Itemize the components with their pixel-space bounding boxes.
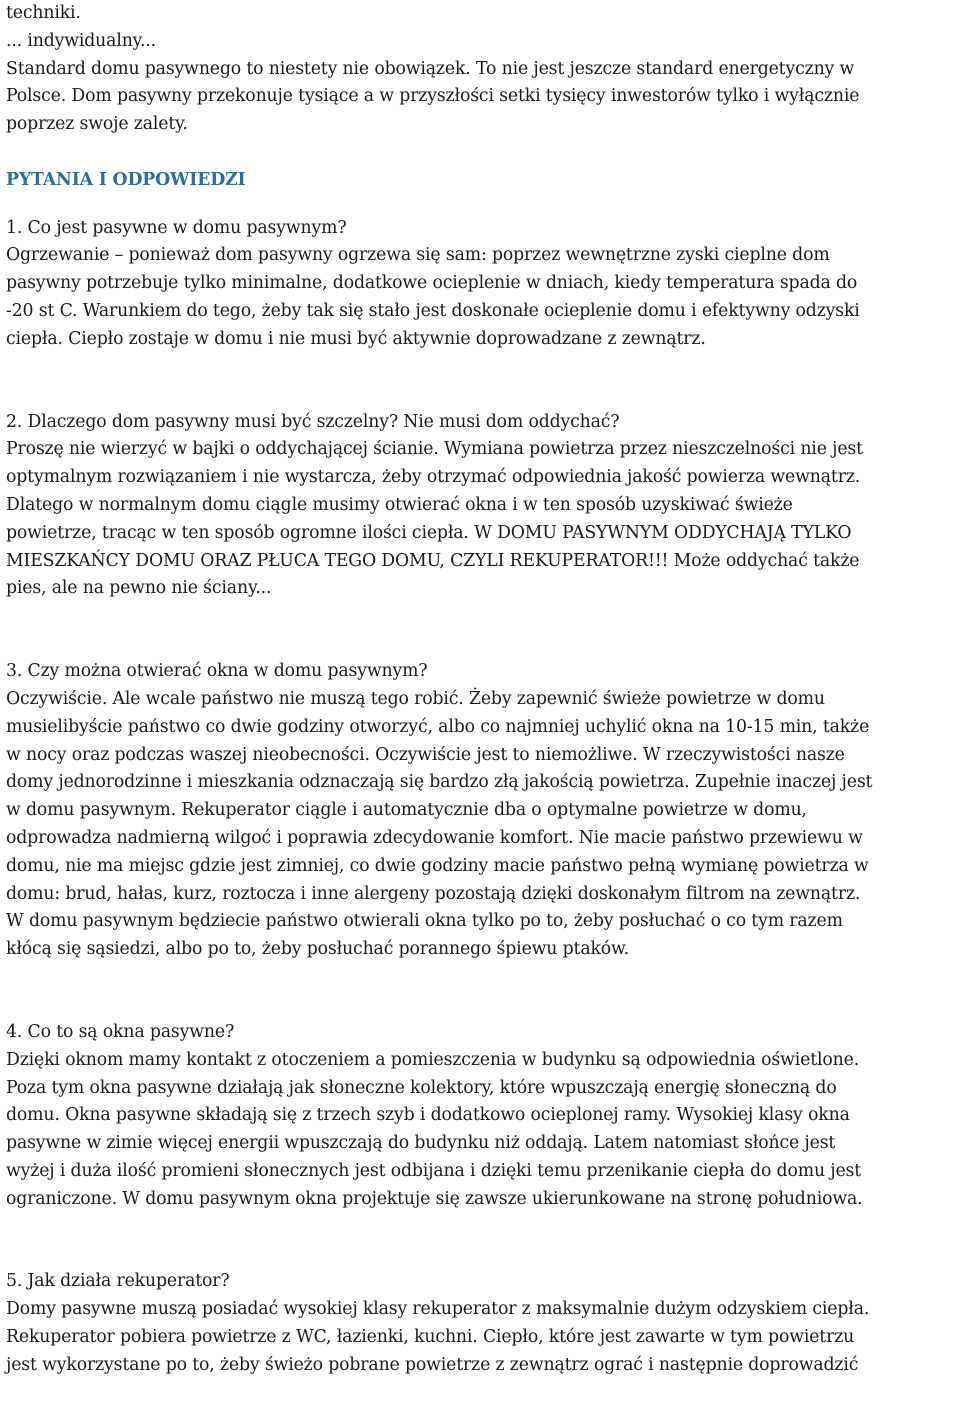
text-line: ... indywidualny... xyxy=(6,30,157,51)
answer-line: Ogrzewanie – ponieważ dom pasywny ogrzewa się sam: poprzez wewnętrzne zyski cieplne dom xyxy=(6,245,830,266)
answer-line: musielibyście państwo co dwie godziny otworzyć, albo co najmniej uchylić okna na 10-15 min, także xyxy=(6,716,870,737)
question-title: 2. Dlaczego dom pasywny musi być szczelny? Nie musi dom oddychać? xyxy=(6,411,620,432)
answer-line: Rekuperator pobiera powietrze z WC, łazienki, kuchni. Ciepło, które jest zawarte w tym powietrzu xyxy=(6,1327,855,1348)
spacer xyxy=(6,964,954,1019)
answer-line: kłócą się sąsiedzi, albo po to, żeby posłuchać porannego śpiewu ptaków. xyxy=(6,939,629,960)
answer-line: MIESZKAŃCY DOMU ORAZ PŁUCA TEGO DOMU, CZYLI REKUPERATOR!!! Może oddychać także xyxy=(6,550,860,571)
spacer xyxy=(6,139,954,167)
answer-line: ciepła. Ciepło zostaje w domu i nie musi być aktywnie doprowadzane z zewnątrz. xyxy=(6,328,706,349)
answer-line: -20 st C. Warunkiem do tego, żeby tak się stało jest doskonałe ocieplenie domu i efektywny odzyski xyxy=(6,300,860,321)
answer-line: wyżej i duża ilość promieni słonecznych jest odbijana i dzięki temu przenikanie ciepła do domu jest xyxy=(6,1160,862,1181)
question-title: 4. Co to są okna pasywne? xyxy=(6,1021,235,1042)
answer-line: Domy pasywne muszą posiadać wysokiej klasy rekuperator z maksymalnie dużym odzyskiem ciepła. xyxy=(6,1299,870,1320)
answer-line: pasywne w zimie więcej energii wpuszczają do budynku niż oddają. Latem natomiast słońce jest xyxy=(6,1133,836,1154)
question-title: 5. Jak działa rekuperator? xyxy=(6,1271,230,1292)
answer-line: W domu pasywnym będziecie państwo otwierali okna tylko po to, żeby posłuchać o co tym razem xyxy=(6,911,843,932)
answer-line: pies, ale na pewno nie ściany... xyxy=(6,578,272,599)
answer-line: domu, nie ma miejsc gdzie jest zimniej, co dwie godziny macie państwo pełną wymianę powietrza w xyxy=(6,855,869,876)
answer-line: ograniczone. W domu pasywnym okna projektuje się zawsze ukierunkowane na stronę południowa. xyxy=(6,1188,863,1209)
text-line: poprzez swoje zalety. xyxy=(6,114,188,135)
answer-line: powietrze, tracąc w ten sposób ogromne ilości ciepła. W DOMU PASYWNYM ODDYCHAJĄ TYLKO xyxy=(6,522,852,543)
question-1 xyxy=(6,215,954,354)
text-line: techniki. xyxy=(6,3,81,23)
text-line: Standard domu pasywnego to niestety nie obowiązek. To nie jest jeszcze standard energetyczny w xyxy=(6,58,855,79)
answer-line: Poza tym okna pasywne działają jak słoneczne kolektory, które wpuszczają energię słoneczną do xyxy=(6,1077,837,1098)
answer-line: domy jednorodzinne i mieszkania odznaczają się bardzo złą jakością powietrza. Zupełnie inaczej jest xyxy=(6,772,873,793)
question-title: 3. Czy można otwierać okna w domu pasywnym? xyxy=(6,661,428,682)
question-title: 1. Co jest pasywne w domu pasywnym? xyxy=(6,217,347,238)
answer-line: w domu pasywnym. Rekuperator ciągle i automatycznie dba o optymalne powietrze w domu, xyxy=(6,800,807,821)
question-5 xyxy=(6,1268,954,1379)
spacer xyxy=(6,603,954,658)
text-line: Polsce. Dom pasywny przekonuje tysiące a w przyszłości setki tysięcy inwestorów tylko i wyłącznie xyxy=(6,86,860,107)
question-2 xyxy=(6,409,954,604)
answer-line: domu: brud, hałas, kurz, roztocza i inne alergeny pozostają dzięki doskonałym filtrom na zewnątrz. xyxy=(6,883,861,904)
answer-line: domu. Okna pasywne składają się z trzech szyb i dodatkowo ocieplonej ramy. Wysokiej klasy okna xyxy=(6,1105,850,1126)
section-heading: PYTANIA I ODPOWIEDZI xyxy=(6,169,246,190)
spacer xyxy=(6,1213,954,1268)
question-3 xyxy=(6,658,954,964)
answer-line: w nocy oraz podczas waszej nieobecności. Oczywiście jest to niemożliwe. W rzeczywistości nasze xyxy=(6,744,845,765)
answer-line: Oczywiście. Ale wcale państwo nie muszą tego robić. Żeby zapewnić świeże powietrze w domu xyxy=(6,688,825,709)
answer-line: Dlatego w normalnym domu ciągle musimy otwierać okna i w ten sposób uzyskiwać świeże xyxy=(6,494,793,515)
question-4 xyxy=(6,1019,954,1214)
answer-line: Proszę nie wierzyć w bajki o oddychającej ścianie. Wymiana powietrza przez nieszczelności nie jest xyxy=(6,439,863,460)
answer-line: jest wykorzystane po to, żeby świeżo pobrane powietrze z zewnątrz ograć i następnie doprowadzić xyxy=(6,1354,859,1375)
answer-line: pasywny potrzebuje tylko minimalne, dodatkowe ocieplenie w dniach, kiedy temperatura spada do xyxy=(6,273,858,294)
spacer xyxy=(6,195,954,215)
answer-line: optymalnym rozwiązaniem i nie wystarcza, żeby otrzymać odpowiednia jakość powierza wewnątrz. xyxy=(6,467,861,488)
answer-line: Dzięki oknom mamy kontakt z otoczeniem a pomieszczenia w budynku są odpowiednia oświetlone. xyxy=(6,1049,860,1070)
intro-section xyxy=(6,0,954,139)
spacer xyxy=(6,354,954,409)
answer-line: odprowadza nadmierną wilgoć i poprawia zdecydowanie komfort. Nie macie państwo przewiewu w xyxy=(6,827,863,848)
